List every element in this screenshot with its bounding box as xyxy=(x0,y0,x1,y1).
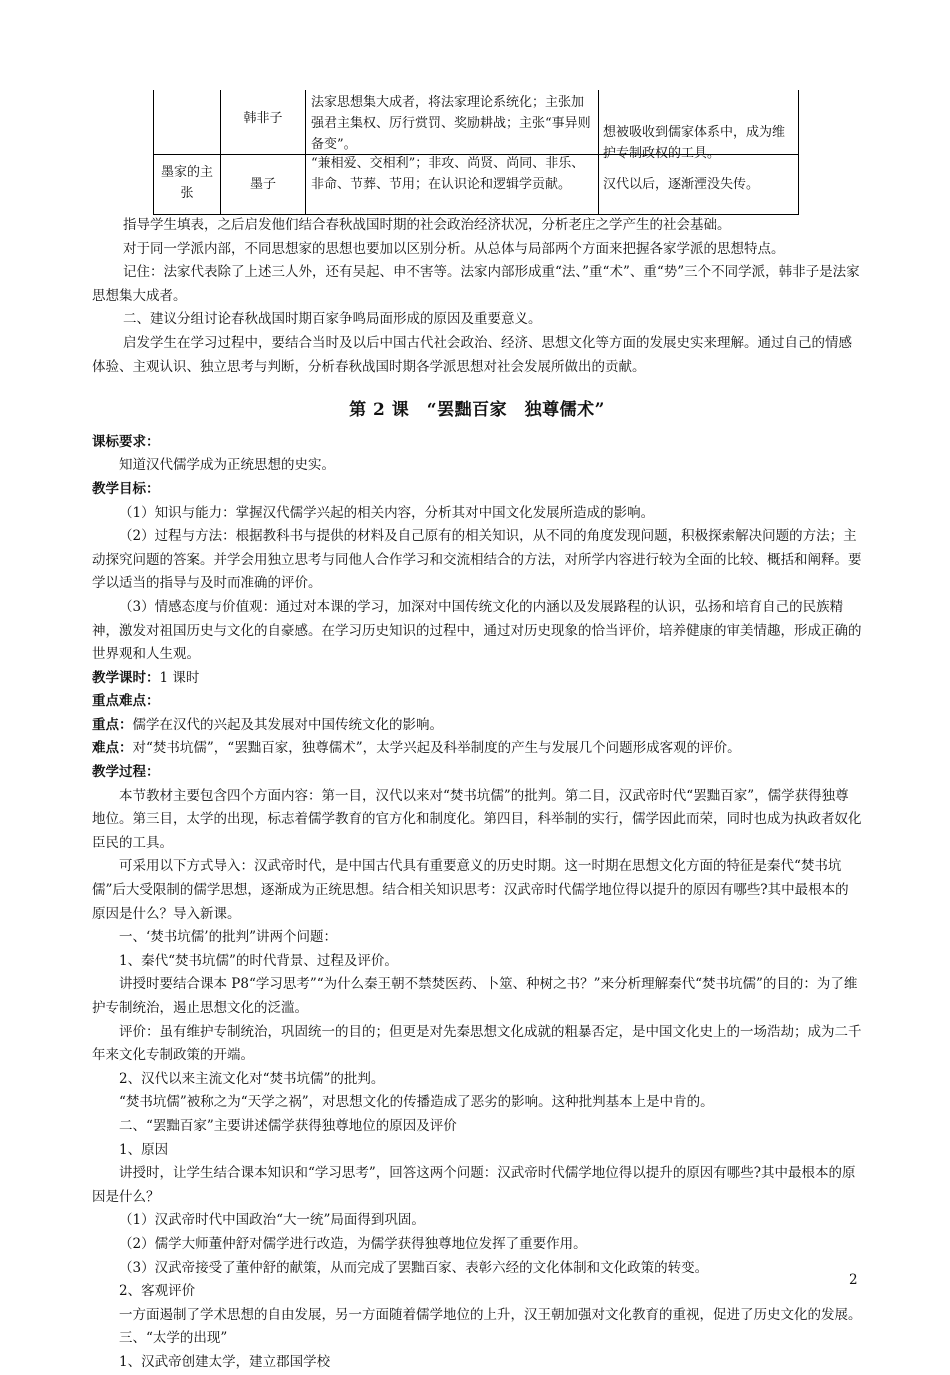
section-label: 重点： xyxy=(92,716,133,733)
paragraph: 二、“罢黜百家”主要讲述儒学获得独尊地位的原因及评价 xyxy=(119,1117,457,1134)
paragraph: 2、汉代以来主流文化对“焚书坑儒”的批判。 xyxy=(119,1070,385,1087)
paragraph: （1）知识与能力：掌握汉代儒学兴起的相关内容，分析其对中国文化发展所造成的影响。 xyxy=(119,504,655,521)
paragraph: 评价：虽有维护专制统治，巩固统一的目的；但更是对先秦思想文化成就的粗暴否定，是中国文化史上的一场浩劫；成为二千年来文化专制政策的开端。 xyxy=(92,1023,862,1064)
paragraph: 讲授时要结合课本 P8“学习思考”“为什么秦王朝不禁焚医药、卜筮、种树之书？”来分析理解秦代“焚书坑儒”的目的：为了维护专制统治，遏止思想文化的泛滥。 xyxy=(92,976,858,1016)
paragraph: 知道汉代儒学成为正统思想的史实。 xyxy=(119,457,335,474)
section-label: 教学过程： xyxy=(92,764,160,781)
table-row-person: 墨子 xyxy=(249,177,276,192)
paragraph: 本节教材主要包含四个方面内容：第一目，汉代以来对“焚书坑儒”的批判。第二目，汉武帝时代“罢黜百家”，儒学获得独尊地位。第三目，太学的出现，标志着儒学教育的官方化和制度化。第四目，科举制的实行，儒学因此而荣，同时也成为执政者奴化臣民的工具。 xyxy=(92,787,862,851)
paragraph: 1、汉武帝创建太学，建立郡国学校 xyxy=(119,1353,331,1370)
section-label: 课标要求： xyxy=(92,433,160,450)
section-label: 重点难点： xyxy=(92,693,160,710)
paragraph: 1、原因 xyxy=(119,1141,169,1158)
table-row-school: 墨家的主张 xyxy=(160,165,213,201)
body-text xyxy=(92,214,862,1375)
paragraph: 对于同一学派内部，不同思想家的思想也要加以区别分析。从总体与局部两个方面来把握各家学派的思想特点。 xyxy=(123,240,785,257)
section-label: 教学课时： xyxy=(92,669,160,686)
paragraph: 记住：法家代表除了上述三人外，还有吴起、申不害等。法家内部形成重“法、”重“术”、重“势”三个不同学派，韩非子是法家思想集大成者。 xyxy=(92,264,860,304)
paragraph: 1、秦代“焚书坑儒”的时代背景、过程及评价。 xyxy=(119,952,398,969)
paragraph: 2、客观评价 xyxy=(119,1283,196,1300)
schools-table xyxy=(153,90,799,215)
difficult-line xyxy=(92,737,862,761)
paragraph: “焚书坑儒”被称之为“天学之祸”，对思想文化的传播造成了恶劣的影响。这种批判基本上是中肯的。 xyxy=(119,1094,714,1111)
section-label: 教学目标： xyxy=(92,480,160,497)
table-border-right xyxy=(798,90,799,215)
paragraph: 二、建议分组讨论春秋战国时期百家争鸣局面形成的原因及重要意义。 xyxy=(123,311,542,328)
paragraph: 指导学生填表，之后启发他们结合春秋战国时期的社会政治经济状况，分析老庄之学产生的社会基础。 xyxy=(123,217,731,233)
paragraph: 启发学生在学习过程中，要结合当时及以后中国古代社会政治、经济、思想文化等方面的发展史实来理解。通过自己的情感体验、主观认识、独立思考与判断，分析春秋战国时期各学派思想对社会发展所做出的贡献。 xyxy=(92,334,852,375)
key-point-text: 儒学在汉代的兴起及其发展对中国传统文化的影响。 xyxy=(132,716,443,733)
table-row-person: 韩非子 xyxy=(243,111,283,126)
paragraph: （2）儒学大师董仲舒对儒学进行改造，为儒学获得独尊地位发挥了重要作用。 xyxy=(119,1235,587,1252)
table-row-idea: 法家思想集大成者，将法家理论系统化；主张加强君主集权、厉行赏罚、奖励耕战；主张“事异则备变”。 xyxy=(311,95,591,152)
paragraph: 三、“太学的出现” xyxy=(119,1330,228,1347)
table-row-school xyxy=(153,90,220,154)
difficult-text: 对“焚书坑儒”，“罢黜百家，独尊儒术”，太学兴起及科举制度的产生与发展几个问题形成客观的评价。 xyxy=(132,740,741,757)
key-point-line xyxy=(92,714,862,738)
table-divider-3 xyxy=(598,90,599,215)
paragraph: 可采用以下方式导入：汉武帝时代，是中国古代具有重要意义的历史时期。这一时期在思想文化方面的特征是秦代“焚书坑儒”后大受限制的儒学思想，逐渐成为正统思想。结合相关知识思考：汉武帝时代儒学地位得以提升的原因有哪些?其中最根本的原因是什么？导入新课。 xyxy=(92,858,849,922)
table-row-idea: “兼相爱、交相利”；非攻、尚贤、尚同、非乐、非命、节葬、节用；在认识论和逻辑学贡献。 xyxy=(311,156,585,192)
hours-line xyxy=(92,667,862,691)
lesson-title: 第 2 课 “罢黜百家 独尊儒术” xyxy=(349,400,605,421)
table-divider-2 xyxy=(305,90,306,215)
paragraph: （3）情感态度与价值观：通过对本课的学习，加深对中国传统文化的内涵以及发展路程的认识，弘扬和培育自己的民族精神，激发对祖国历史与文化的自豪感。在学习历史知识的过程中，通过对历史现象的恰当评价，培养健康的审美情趣，形成正确的世界观和人生观。 xyxy=(92,598,862,663)
paragraph: 讲授时，让学生结合课本知识和“学习思考”，回答这两个问题：汉武帝时代儒学地位得以提升的原因有哪些?其中最根本的原因是什么？ xyxy=(92,1165,856,1205)
hours-value: 1 课时 xyxy=(159,669,200,686)
table-row-fate: 汉代以后，逐渐湮没失传。 xyxy=(603,177,760,192)
page-number: 2 xyxy=(849,1272,858,1288)
paragraph: 一、‘焚书坑儒’的批判”讲两个问题： xyxy=(119,929,337,946)
table-row-fate: 想被吸收到儒家体系中，成为维护专制政权的工具。 xyxy=(603,125,786,161)
paragraph: （1）汉武帝时代中国政治“大一统”局面得到巩固。 xyxy=(119,1212,425,1229)
paragraph: 一方面遏制了学术思想的自由发展，另一方面随着儒学地位的上升，汉王朝加强对文化教育的重视，促进了历史文化的发展。 xyxy=(119,1306,862,1323)
section-label: 难点： xyxy=(92,740,133,757)
paragraph: （3）汉武帝接受了董仲舒的献策，从而完成了罢黜百家、表彰六经的文化体制和文化政策的转变。 xyxy=(119,1259,709,1276)
paragraph: （2）过程与方法：根据教科书与提供的材料及自己原有的相关知识，从不同的角度发现问题，积极探索解决问题的方法；主动探究问题的答案。并学会用独立思考与同他人合作学习和交流相结合的方法，对所学内容进行较为全面的比较、概括和阐释。要学以适当的指导与及时而准确的评价。 xyxy=(92,528,862,592)
